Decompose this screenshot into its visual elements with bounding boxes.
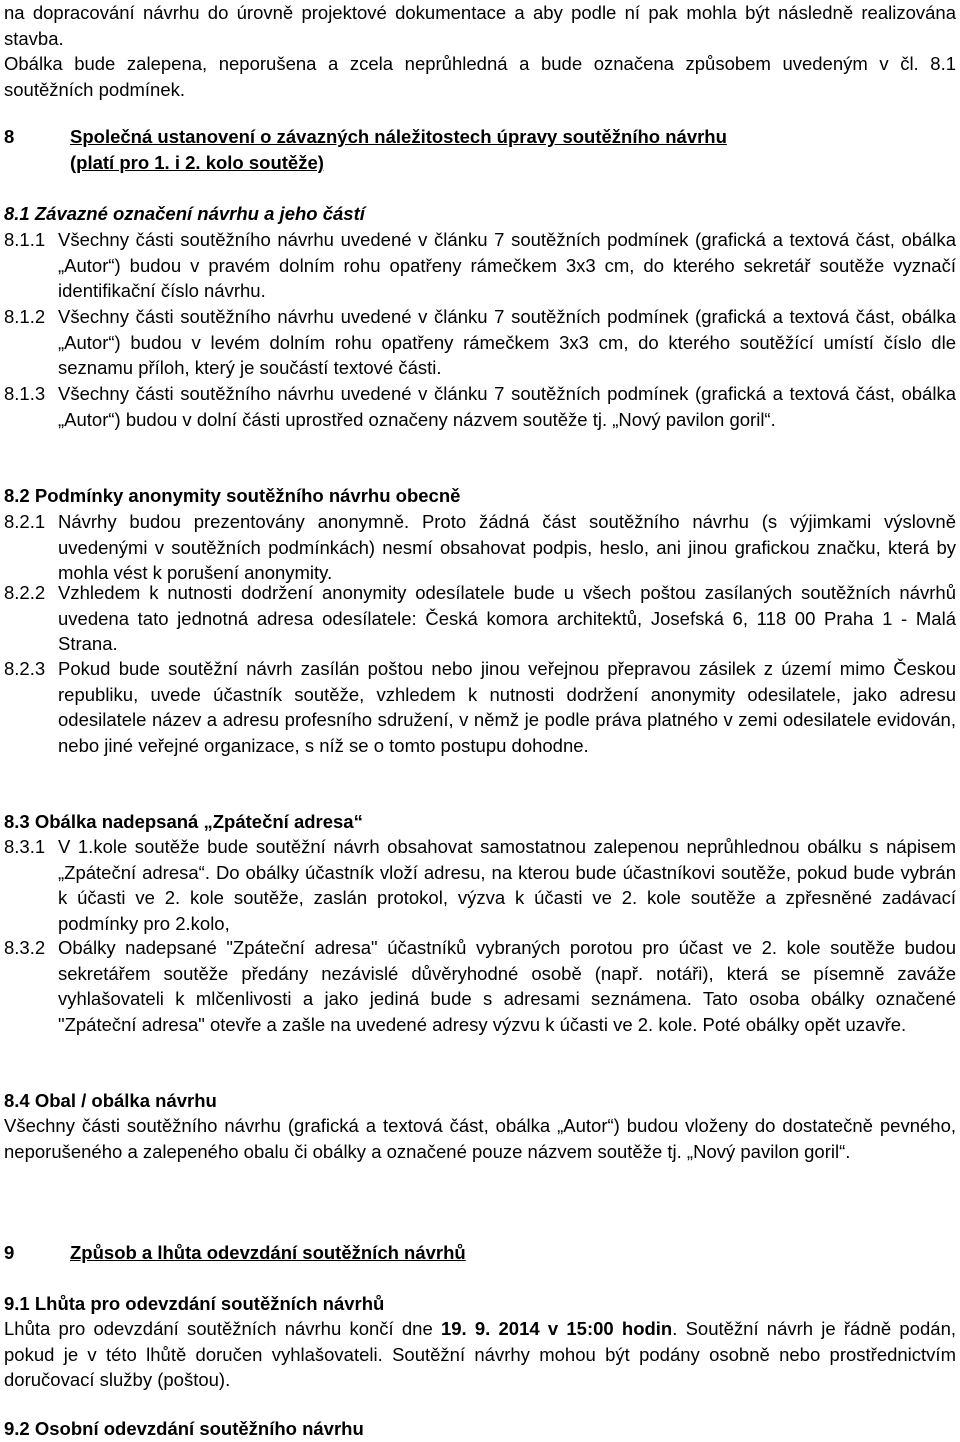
section-9-2-heading: 9.2 Osobní odevzdání soutěžního návrhu — [4, 1418, 364, 1439]
section-9-title: Způsob a lhůta odevzdání soutěžních návrhů — [70, 1242, 466, 1263]
deadline-date: 19. 9. 2014 v 15:00 hodin — [440, 1318, 673, 1339]
item-number: 8.1.1 — [4, 229, 46, 250]
item-text: Návrhy budou prezentovány anonymně. Proto žádná část soutěžního návrhu (s výjimkami výslovně uvedenými v soutěžních podmínkách) nesmí obsahovat podpis, heslo, ani jinou grafickou značku, která by mohla vést k porušení anonymity. — [58, 511, 956, 584]
section-8-2-heading: 8.2 Podmínky anonymity soutěžního návrhu obecně — [4, 485, 461, 506]
item-number: 8.2.2 — [4, 582, 46, 603]
item-text: Obálky nadepsané "Zpáteční adresa" účastníků vybraných porotou pro účast ve 2. kole soutěže budou sekretářem soutěže předány nezávislé důvěryhodné osobě (např. notáři), která se písemně zaváže vyhlašovateli k mlčenlivosti a jako jediná bude s adresami seznámena. Tato osoba obálky označené "Zpáteční adresa" otevře a zašle na uvedené adresy výzvu k účasti ve 2. kole. Poté obálky opět uzavře. — [58, 937, 956, 1035]
section-8-number: 8 — [4, 126, 15, 147]
item-8-1-3 — [4, 381, 956, 432]
section-8-title-line-1: Společná ustanovení o závazných náležitostech úpravy soutěžního návrhu — [70, 126, 727, 147]
item-text: Pokud bude soutěžní návrh zasílán poštou nebo jinou veřejnou přepravou zásilek z území mimo Českou republiku, uvede účastník soutěže, vzhledem k nutnosti dodržení anonymity odesilatele, jako adresu odesilatele název a adresu profesního sdružení, v němž je podle práva platného v zemi odesilatele evidován, nebo jiné veřejné organizace, s níž se o tomto postupu dohodne. — [58, 658, 956, 756]
section-9-1-text — [4, 1316, 956, 1393]
section-8-title — [70, 124, 956, 175]
item-8-2-2 — [4, 580, 956, 657]
intro-text-2: Obálka bude zalepena, neporušena a zcela neprůhledná a bude označena způsobem uvedeným v čl. 8.1 soutěžních podmínek. — [4, 53, 956, 100]
item-8-3-2 — [4, 935, 956, 1037]
section-8-4-heading: 8.4 Obal / obálka návrhu — [4, 1090, 217, 1111]
item-8-3-1 — [4, 834, 956, 936]
item-number: 8.2.3 — [4, 658, 46, 679]
section-8-title-line-2: (platí pro 1. i 2. kolo soutěže) — [70, 151, 324, 173]
section-9-number: 9 — [4, 1242, 15, 1263]
section-9-1-heading: 9.1 Lhůta pro odevzdání soutěžních návrhů — [4, 1293, 385, 1314]
item-8-2-1 — [4, 509, 956, 586]
item-8-1-2 — [4, 304, 956, 381]
item-text: Všechny části soutěžního návrhu uvedené v článku 7 soutěžních podmínek (grafická a textová část, obálka „Autor“) budou v levém dolním rohu opatřeny rámečkem 3x3 cm, do kterého soutěžící umístí číslo dle seznamu příloh, který je součástí textové části. — [58, 306, 956, 379]
item-number: 8.3.2 — [4, 937, 46, 958]
section-8-1-heading: 8.1 Závazné označení návrhu a jeho částí — [4, 203, 365, 224]
item-number: 8.1.2 — [4, 306, 46, 327]
intro-paragraph-2 — [4, 51, 956, 102]
section-8-4-body — [4, 1113, 956, 1164]
section-8-4-text: Všechny části soutěžního návrhu (grafická a textová část, obálka „Autor“) budou vloženy do dostatečně pevného, neporušeného a zalepeného obalu či obálky a označené pouze názvem soutěže tj. „Nový pavilon goril“. — [4, 1115, 956, 1162]
intro-paragraph-1 — [4, 0, 956, 51]
item-number: 8.2.1 — [4, 511, 46, 532]
item-text: V 1.kole soutěže bude soutěžní návrh obsahovat samostatnou zalepenou neprůhlednou obálku s nápisem „Zpáteční adresa“. Do obálky účastník vloží adresu, na kterou bude účastníkovi soutěže, pokud bude vybrán k účasti ve 2. kole soutěže, zaslán protokol, výzva k účasti ve 2. kole soutěže a zpřesněné zadávací podmínky pro 2.kolo, — [58, 836, 956, 934]
item-number: 8.1.3 — [4, 383, 46, 404]
deadline-text-a: Lhůta pro odevzdání soutěžních návrhu končí dne — [4, 1318, 441, 1339]
item-number: 8.3.1 — [4, 836, 46, 857]
item-8-2-3 — [4, 656, 956, 758]
item-text: Vzhledem k nutnosti dodržení anonymity odesílatele bude u všech poštou zasílaných soutěžních návrhů uvedena tato jednotná adresa odesílatele: Česká komora architektů, Josefská 6, 118 00 Praha 1 - Malá Strana. — [58, 582, 956, 655]
section-8-3-heading: 8.3 Obálka nadepsaná „Zpáteční adresa“ — [4, 811, 363, 832]
item-text: Všechny části soutěžního návrhu uvedené v článku 7 soutěžních podmínek (grafická a textová část, obálka „Autor“) budou v dolní části uprostřed označeny názvem soutěže tj. „Nový pavilon goril“. — [58, 383, 956, 430]
section-9-1-body — [4, 1316, 956, 1393]
item-8-1-1 — [4, 227, 956, 304]
item-text: Všechny části soutěžního návrhu uvedené v článku 7 soutěžních podmínek (grafická a textová část, obálka „Autor“) budou v pravém dolním rohu opatřeny rámečkem 3x3 cm, do kterého sekretář soutěže vyznačí identifikační číslo návrhu. — [58, 229, 956, 302]
intro-text-1: na dopracování návrhu do úrovně projektové dokumentace a aby podle ní pak mohla být následně realizována stavba. — [4, 2, 956, 49]
deadline-text-b: . Soutěžní návrh je řádně podán, pokud je v této lhůtě doručen vyhlašovateli. Soutěžní návrhy mohou být podány osobně nebo prostřednictvím doručovací služby (poštou). — [4, 1318, 956, 1391]
